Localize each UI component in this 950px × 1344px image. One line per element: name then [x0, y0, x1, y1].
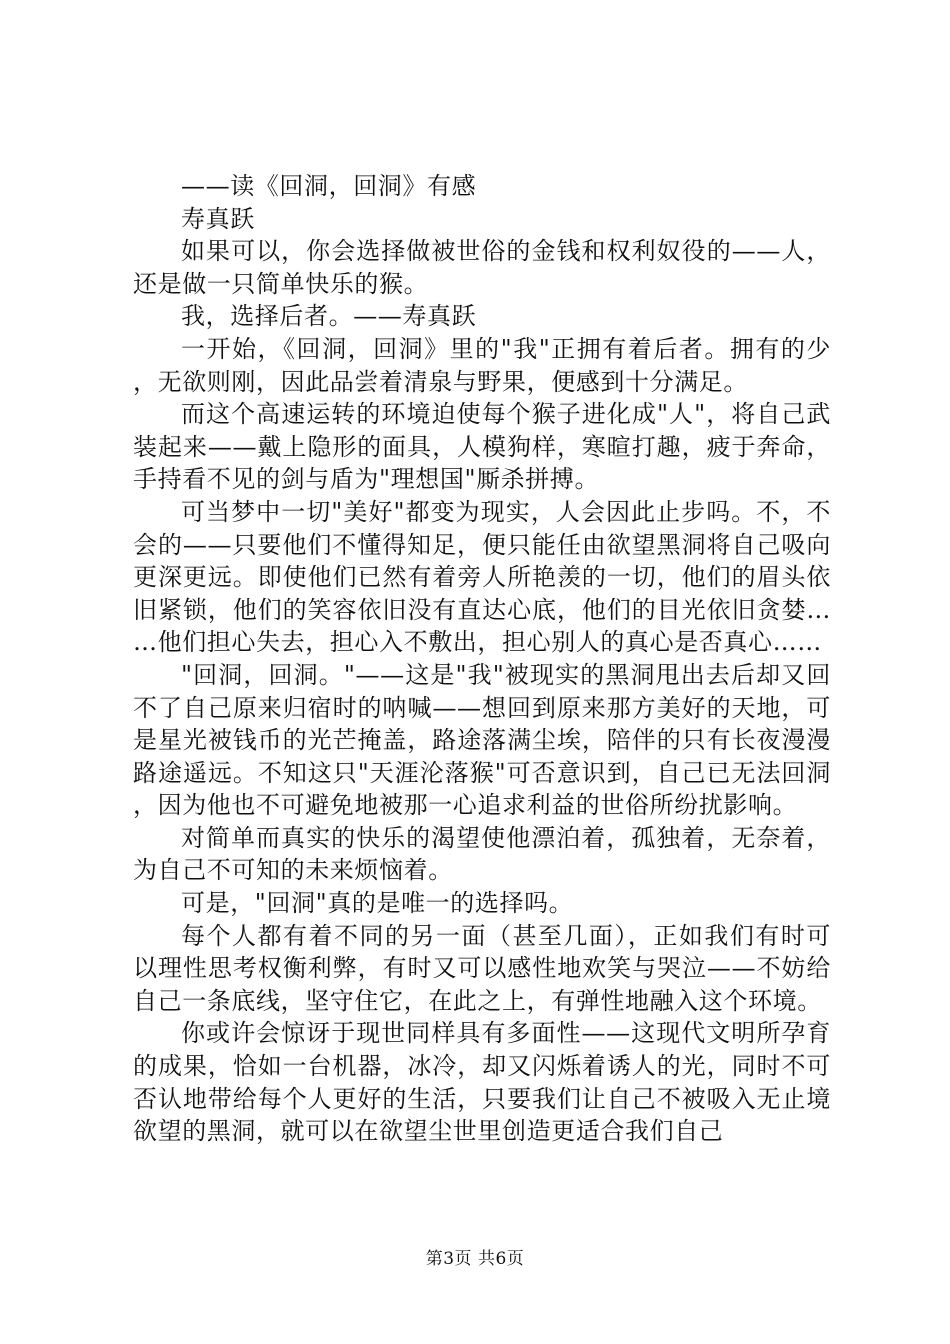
paragraph: 你或许会惊讶于现世同样具有多面性——这现代文明所孕育的成果，恰如一台机器，冰冷，却又闪烁着诱人的光，同时不可否认地带给每个人更好的生活，只要我们让自己不被吸入无止境欲望的黑洞，就可以在欲望尘世里创造更适合我们自己 [133, 1019, 831, 1146]
paragraph: 我，选择后者。——寿真跃 [181, 302, 477, 331]
paragraph: 而这个高速运转的环境迫使每个猴子进化成"人"，将自己武装起来——戴上隐形的面具，人模狗样，寒暄打趣，疲于奔命，手持看不见的剑与盾为"理想国"厮杀拼搏。 [133, 400, 831, 494]
paragraph: "回洞，回洞。"——这是"我"被现实的黑洞甩出去后却又回不了自己原来归宿时的呐喊——想回到原来那方美好的天地，可是星光被钱币的光芒掩盖，路途落满尘埃，陪伴的只有长夜漫漫路途遥远。不知这只"天涯沦落猴"可否意识到，自己已无法回洞，因为他也不可避免地被那一心追求利益的世俗所纷扰影响。 [133, 660, 831, 820]
paragraph: 对简单而真实的快乐的渴望使他漂泊着，孤独着，无奈着，为自己不可知的未来烦恼着。 [133, 823, 831, 885]
document-body [133, 170, 831, 1148]
paragraph-author: 寿真跃 [181, 204, 255, 233]
page-number-footer: 第3页 共6页 [425, 1249, 525, 1269]
paragraph: 一开始，《回洞，回洞》里的"我"正拥有着后者。拥有的少，无欲则刚，因此品尝着清泉与野果，便感到十分满足。 [133, 334, 831, 396]
paragraph: 可是，"回洞"真的是唯一的选择吗。 [181, 889, 574, 918]
paragraph: 如果可以，你会选择做被世俗的金钱和权利奴役的——人，还是做一只简单快乐的猴。 [133, 237, 831, 298]
paragraph: 每个人都有着不同的另一面（甚至几面），正如我们有时可以理性思考权衡利弊，有时又可以感性地欢笑与哭泣——不妨给自己一条底线，坚守住它，在此之上，有弹性地融入这个环境。 [133, 921, 831, 1015]
paragraph-subtitle: ——读《回洞，回洞》有感 [181, 172, 477, 200]
paragraph: 可当梦中一切"美好"都变为现实，人会因此止步吗。不，不会的——只要他们不懂得知足，便只能任由欲望黑洞将自己吸向更深更远。即使他们已然有着旁人所艳羡的一切，他们的眉头依旧紧锁，他们的笑容依旧没有直达心底，他们的目光依旧贪婪……他们担心失去，担心入不敷出，担心别人的真心是否真心…… [133, 497, 831, 657]
